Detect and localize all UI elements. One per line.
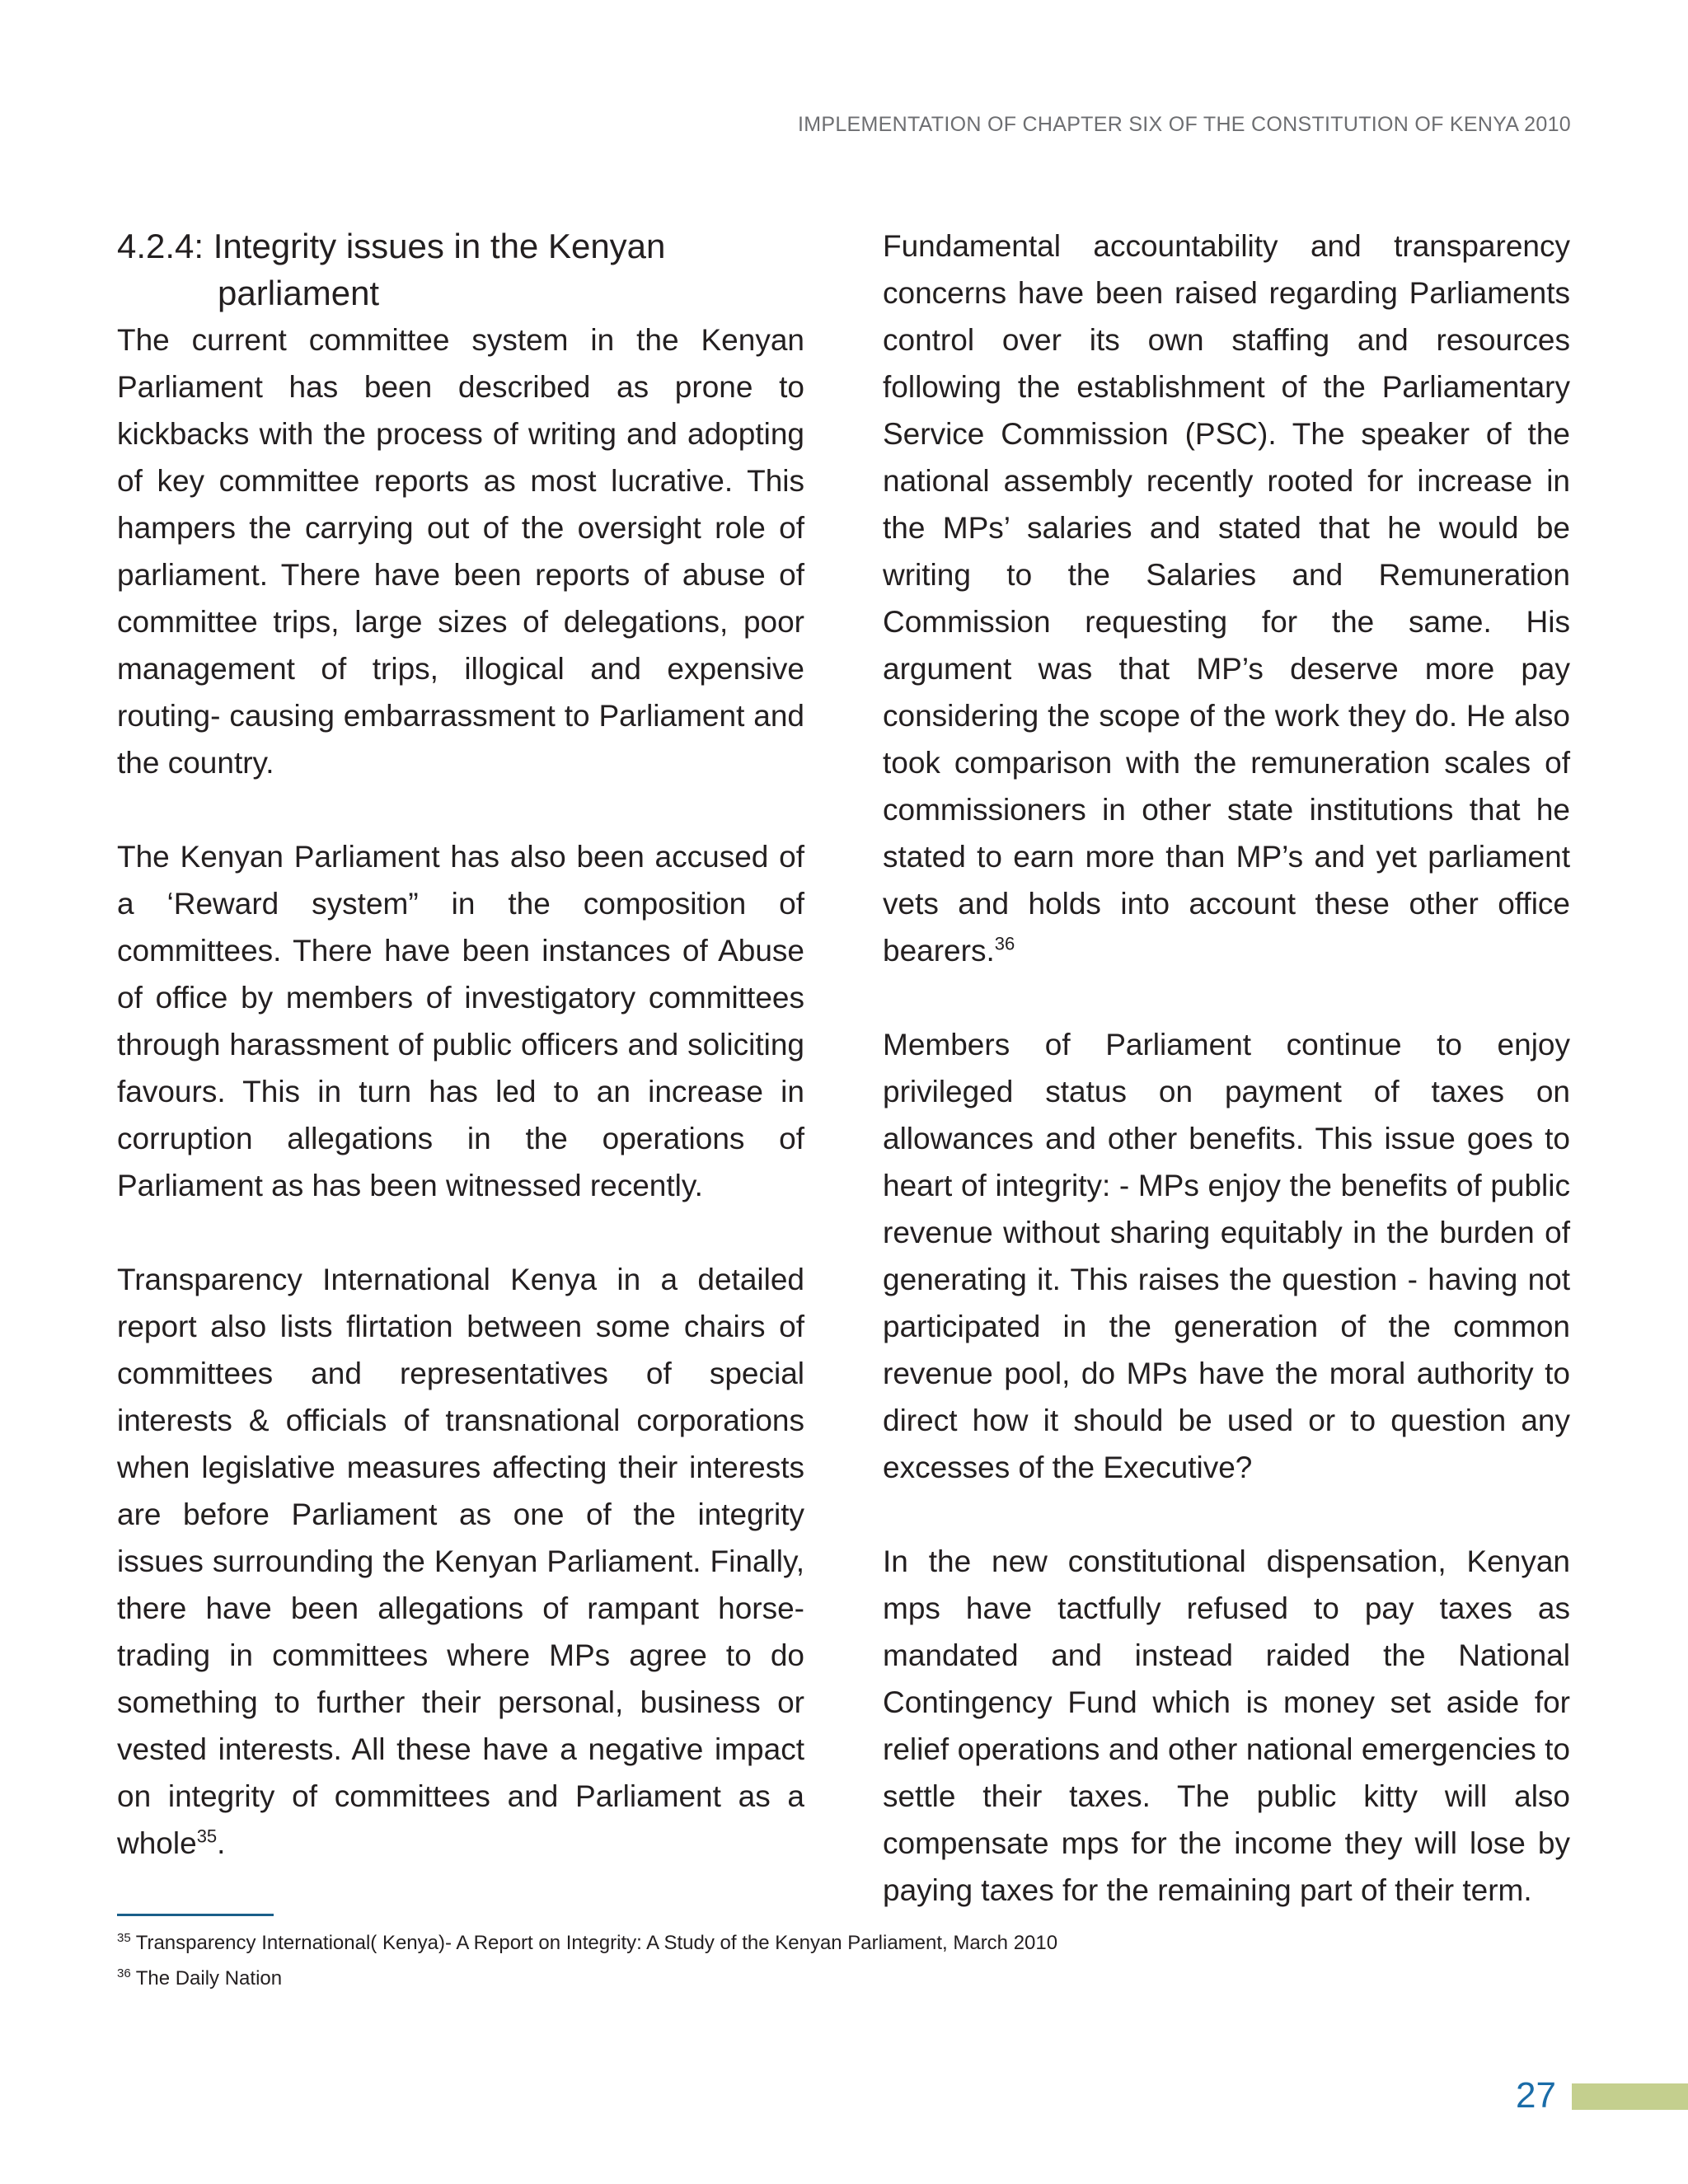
right-paragraph-3: In the new constitutional dispensation, Kenyan mps have tactfully refused to pay taxes as mandated and instead raided the National Contingency Fund which is money set aside for relief operations and other national emergencies to settle their taxes. The public kitty will also compensate mps for the income they will lose by paying taxes for the remaining part of their term. [883,1544,1570,1907]
footnote-ref-36[interactable]: 36 [994,933,1015,954]
footnote-35 [117,1925,1601,1961]
left-paragraph-3-text: Transparency International Kenya in a detailed report also lists flirtation between some chairs of committees and representatives of special interests & officials of transnational corporations when legislative measures affecting their interests are before Parliament as one of the integrity issues surrounding the Kenyan Parliament. Finally, there have been allegations of rampant horse-trading in committees where MPs agree to do something to further their personal, business or vested interests. All these have a negative impact on integrity of committees and Parliament as a whole [117,1263,804,1860]
right-paragraph-2: Members of Parliament continue to enjoy privileged status on payment of taxes on allowances and other benefits. This issue goes to heart of integrity: - MPs enjoy the benefits of public revenue without sharing equitably in the burden of generating it. This raises the question - having not participated in the generation of the common revenue pool, do MPs have the moral authority to direct how it should be used or to question any excesses of the Executive? [883,1028,1570,1484]
right-column [883,223,1570,1914]
right-paragraph-1-text: Fundamental accountability and transparency concerns have been raised regarding Parliaments control over its own staffing and resources following the establishment of the Parliamentary Service Commission (PSC). The speaker of the national assembly recently rooted for increase in the MPs’ salaries and stated that he would be writing to the Salaries and Remuneration Commission requesting for the same. His argument was that MP’s deserve more pay considering the scope of the work they do. He also took comparison with the remuneration scales of commissioners in other state institutions that he stated to earn more than MP’s and yet parliament vets and holds into account these other office bearers. [883,229,1570,968]
left-paragraph-3-end: . [217,1826,226,1860]
section-heading [117,223,804,316]
left-paragraph-1: The current committee system in the Kenyan Parliament has been described as prone to kickbacks with the process of writing and adopting of key committee reports as most lucrative. This hampers the carrying out of the oversight role of parliament. There have been reports of abuse of committee trips, large sizes of delegations, poor management of trips, illogical and expensive routing- causing embarrassment to Parliament and the country. [117,323,804,780]
footnote-divider [117,1914,274,1916]
footnote-text: Transparency International( Kenya)- A Report on Integrity: A Study of the Kenyan Parliament, March 2010 [135,1932,1058,1954]
right-paragraph-1 [883,223,1570,974]
footnote-36 [117,1961,1601,1996]
page-number: 27 [1516,2075,1556,2116]
footnote-text: The Daily Nation [135,1967,283,1990]
footnotes [117,1925,1601,1996]
left-paragraph-2: The Kenyan Parliament has also been accused of a ‘Reward system” in the composition of committees. There have been instances of Abuse of office by members of investigatory committees through harassment of public officers and soliciting favours. This in turn has led to an increase in corruption allegations in the operations of Parliament as has been witnessed recently. [117,840,804,1202]
page-accent-bar [1572,2083,1688,2110]
section-heading-main: 4.2.4: Integrity issues in the Kenyan [117,227,666,265]
footnote-number: 35 [117,1931,131,1945]
footnote-number: 36 [117,1966,131,1980]
running-header: IMPLEMENTATION OF CHAPTER SIX OF THE CONSTITUTION OF KENYA 2010 [797,113,1571,136]
section-heading-continuation: parliament [218,274,380,312]
left-paragraph-3 [117,1256,804,1867]
left-column [117,223,804,1867]
footnote-ref-35[interactable]: 35 [196,1825,218,1847]
